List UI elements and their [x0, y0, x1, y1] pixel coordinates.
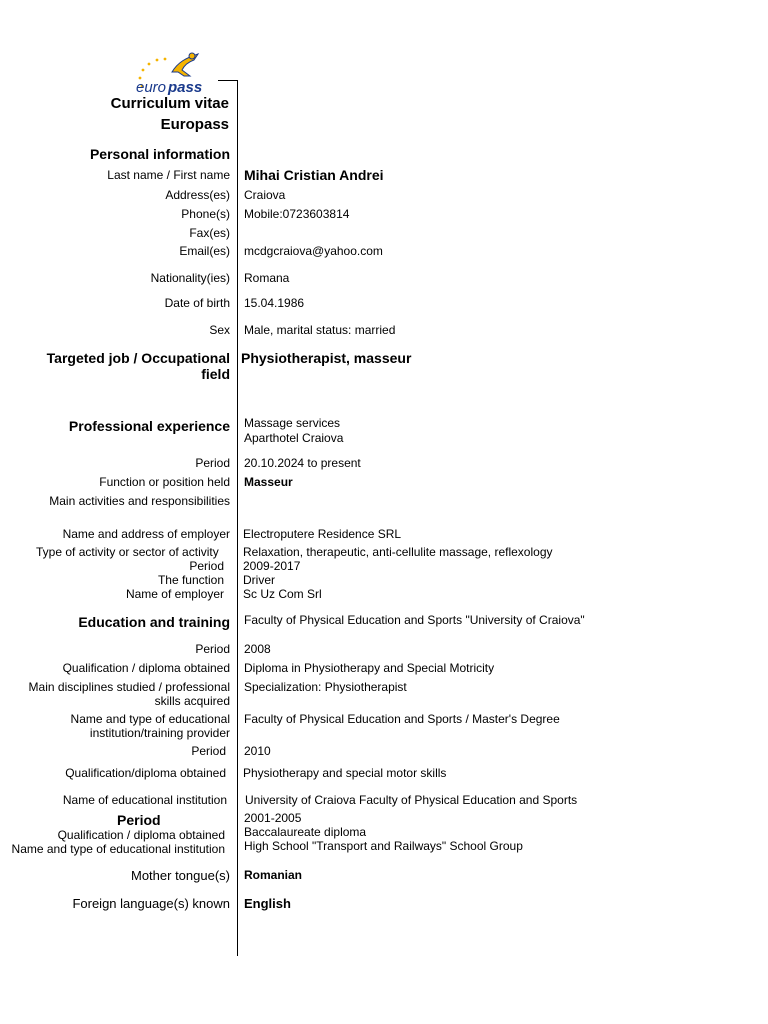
- email-value: mcdgcraiova@yahoo.com: [244, 244, 383, 258]
- sex-value: Male, marital status: married: [244, 323, 396, 337]
- experience-employer-line2: Aparthotel Craiova: [244, 431, 344, 445]
- employer2-label: Name of employer: [125, 587, 224, 601]
- fax-label: Fax(es): [189, 226, 230, 240]
- edu-inst3-value: High School "Transport and Railways" School Group: [244, 839, 523, 853]
- employer-label: Name and address of employer: [62, 527, 230, 541]
- edu-period2-label: Period: [191, 744, 226, 758]
- europass-logo: [132, 50, 232, 96]
- svg-text:euro: euro: [136, 79, 167, 96]
- personal-info-heading: Personal information: [89, 146, 230, 162]
- experience-period-label: Period: [195, 456, 230, 470]
- edu-period-value: 2008: [244, 642, 271, 656]
- edu-period3-value: 2001-2005: [244, 811, 302, 825]
- phone-label: Phone(s): [181, 207, 230, 221]
- cv-title-line1: Curriculum vitae: [110, 95, 229, 112]
- full-name: Mihai Cristian Andrei: [244, 167, 384, 183]
- header-rule: [218, 80, 237, 81]
- sector-value: Relaxation, therapeutic, anti-cellulite massage, reflexology: [243, 545, 553, 559]
- edu-qual2-label: Qualification/diploma obtained: [65, 766, 226, 780]
- dob-value: 15.04.1986: [244, 296, 305, 310]
- foreign-language-label: Foreign language(s) known: [72, 896, 230, 911]
- employer2-value: Sc Uz Com Srl: [243, 587, 322, 601]
- svg-text:pass: pass: [168, 79, 203, 96]
- edu-qual-label: Qualification / diploma obtained: [62, 661, 230, 675]
- education-institution-line: Faculty of Physical Education and Sports "University of Craiova": [244, 613, 585, 627]
- sector-label: Type of activity or sector of activity: [36, 545, 219, 559]
- edu-inst-label-line2: institution/training provider: [89, 726, 230, 740]
- edu-period3-label: Period: [117, 812, 161, 828]
- mother-tongue-value: Romanian: [244, 868, 303, 882]
- nationality-label: Nationality(ies): [150, 271, 230, 285]
- period2-label: Period: [189, 559, 224, 573]
- edu-inst2-value: University of Craiova Faculty of Physical Education and Sports: [245, 793, 578, 807]
- function-label: Function or position held: [99, 475, 230, 489]
- cv-title-line2: Europass: [160, 116, 229, 133]
- edu-period-label: Period: [195, 642, 230, 656]
- nationality-value: Romana: [244, 271, 290, 285]
- experience-employer-line1: Massage services: [244, 416, 341, 430]
- targeted-job-label-line2: field: [201, 366, 230, 382]
- targeted-job-label-line1: Targeted job / Occupational: [46, 350, 230, 366]
- function-value: Masseur: [244, 475, 293, 489]
- edu-disc-value: Specialization: Physiotherapist: [244, 680, 407, 694]
- function2-label: The function: [157, 573, 224, 587]
- edu-qual-value: Diploma in Physiotherapy and Special Motricity: [244, 661, 495, 675]
- edu-disc-label-line1: Main disciplines studied / professional: [28, 680, 230, 694]
- foreign-language-value: English: [244, 896, 291, 911]
- targeted-job-value: Physiotherapist, masseur: [241, 350, 412, 366]
- address-value: Craiova: [244, 188, 286, 202]
- edu-inst-value: Faculty of Physical Education and Sports / Master's Degree: [244, 712, 560, 726]
- edu-qual3-value: Baccalaureate diploma: [244, 825, 367, 839]
- mother-tongue-label: Mother tongue(s): [131, 868, 230, 883]
- edu-qual2-value: Physiotherapy and special motor skills: [243, 766, 447, 780]
- experience-heading: Professional experience: [68, 418, 230, 434]
- experience-period-value: 20.10.2024 to present: [244, 456, 361, 470]
- function2-value: Driver: [243, 573, 275, 587]
- edu-inst-label-line1: Name and type of educational: [70, 712, 230, 726]
- address-label: Address(es): [165, 188, 230, 202]
- edu-inst3-label: Name and type of educational institution: [11, 842, 225, 856]
- employer-value: Electroputere Residence SRL: [243, 527, 402, 541]
- email-label: Email(es): [179, 244, 230, 258]
- column-divider: [237, 80, 238, 956]
- dob-label: Date of birth: [164, 296, 230, 310]
- edu-inst2-label: Name of educational institution: [62, 793, 227, 807]
- education-heading: Education and training: [78, 614, 230, 630]
- period2-value: 2009-2017: [243, 559, 301, 573]
- activities-label: Main activities and responsibilities: [49, 494, 230, 508]
- phone-value: Mobile:0723603814: [244, 207, 350, 221]
- name-label: Last name / First name: [107, 168, 230, 182]
- edu-period2-value: 2010: [244, 744, 271, 758]
- sex-label: Sex: [209, 323, 230, 337]
- edu-qual3-label: Qualification / diploma obtained: [57, 828, 225, 842]
- edu-disc-label-line2: skills acquired: [154, 694, 230, 708]
- europass-logo-graphic: [132, 50, 232, 96]
